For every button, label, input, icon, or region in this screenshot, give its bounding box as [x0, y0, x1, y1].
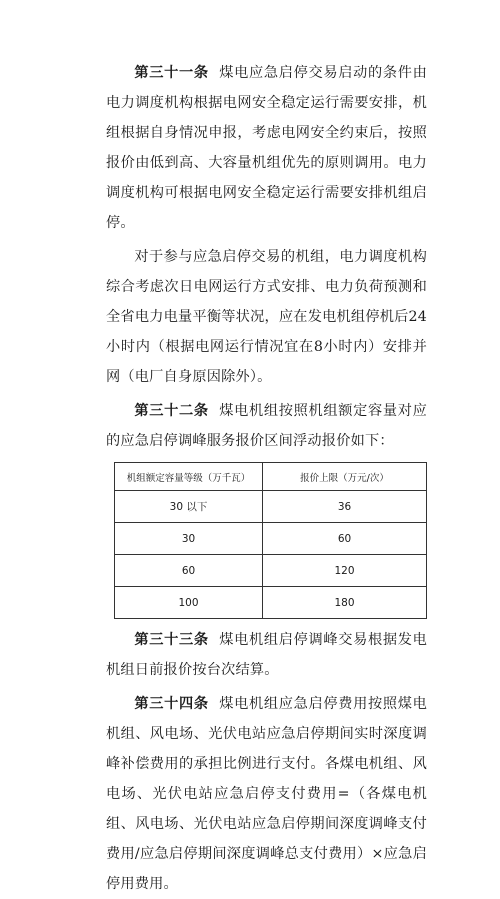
capacity-cell: 30 以下 [115, 491, 263, 523]
table-row [115, 523, 427, 555]
article-34-paragraph [106, 689, 427, 899]
capacity-cell: 60 [115, 555, 263, 587]
capacity-cell: 30 [115, 523, 263, 555]
price-cell: 36 [263, 491, 427, 523]
table-row [115, 587, 427, 619]
article-31-paragraph [106, 58, 427, 238]
table-header-row [115, 463, 427, 491]
article-32-paragraph [106, 396, 427, 456]
article-31-number: 第三十一条 [134, 65, 209, 81]
header-price-cap: 报价上限（万元/次） [263, 463, 427, 491]
article-33-text: 煤电机组启停调峰交易根据发电机组日前报价按台次结算。 [106, 632, 427, 678]
article-33-paragraph [106, 625, 427, 685]
price-cap-table [114, 462, 427, 619]
price-cell: 120 [263, 555, 427, 587]
price-cell: 180 [263, 587, 427, 619]
article-31-text: 煤电应急启停交易启动的条件由电力调度机构根据电网安全稳定运行需要安排，机组根据自身情况申报，考虑电网安全约束后，按照报价由低到高、大容量机组优先的原则调用。电力调度机构可根据电网安全稳定运行需要安排机组启停。 [106, 65, 427, 231]
article-32-number: 第三十二条 [134, 403, 209, 419]
article-34-number: 第三十四条 [134, 696, 209, 712]
article-31-paragraph-2: 对于参与应急启停交易的机组，电力调度机构综合考虑次日电网运行方式安排、电力负荷预测和全省电力电量平衡等状况，应在发电机组停机后24小时内（根据电网运行情况宜在8小时内）安排并网（电厂自身原因除外）。 [106, 249, 427, 385]
article-34-text: 煤电机组应急启停费用按照煤电机组、风电场、光伏电站应急启停期间实时深度调峰补偿费用的承担比例进行支付。各煤电机组、风电场、光伏电站应急启停支付费用=（各煤电机组、风电场、光伏电站应急启停期间深度调峰支付费用/应急启停期间深度调峰总支付费用）×应急启停用费用。 [106, 696, 427, 892]
table-row [115, 491, 427, 523]
header-capacity: 机组额定容量等级（万千瓦） [115, 463, 263, 491]
article-32-text: 煤电机组按照机组额定容量对应的应急启停调峰服务报价区间浮动报价如下： [106, 403, 427, 449]
price-cell: 60 [263, 523, 427, 555]
capacity-cell: 100 [115, 587, 263, 619]
article-33-number: 第三十三条 [134, 632, 209, 648]
table-row [115, 555, 427, 587]
